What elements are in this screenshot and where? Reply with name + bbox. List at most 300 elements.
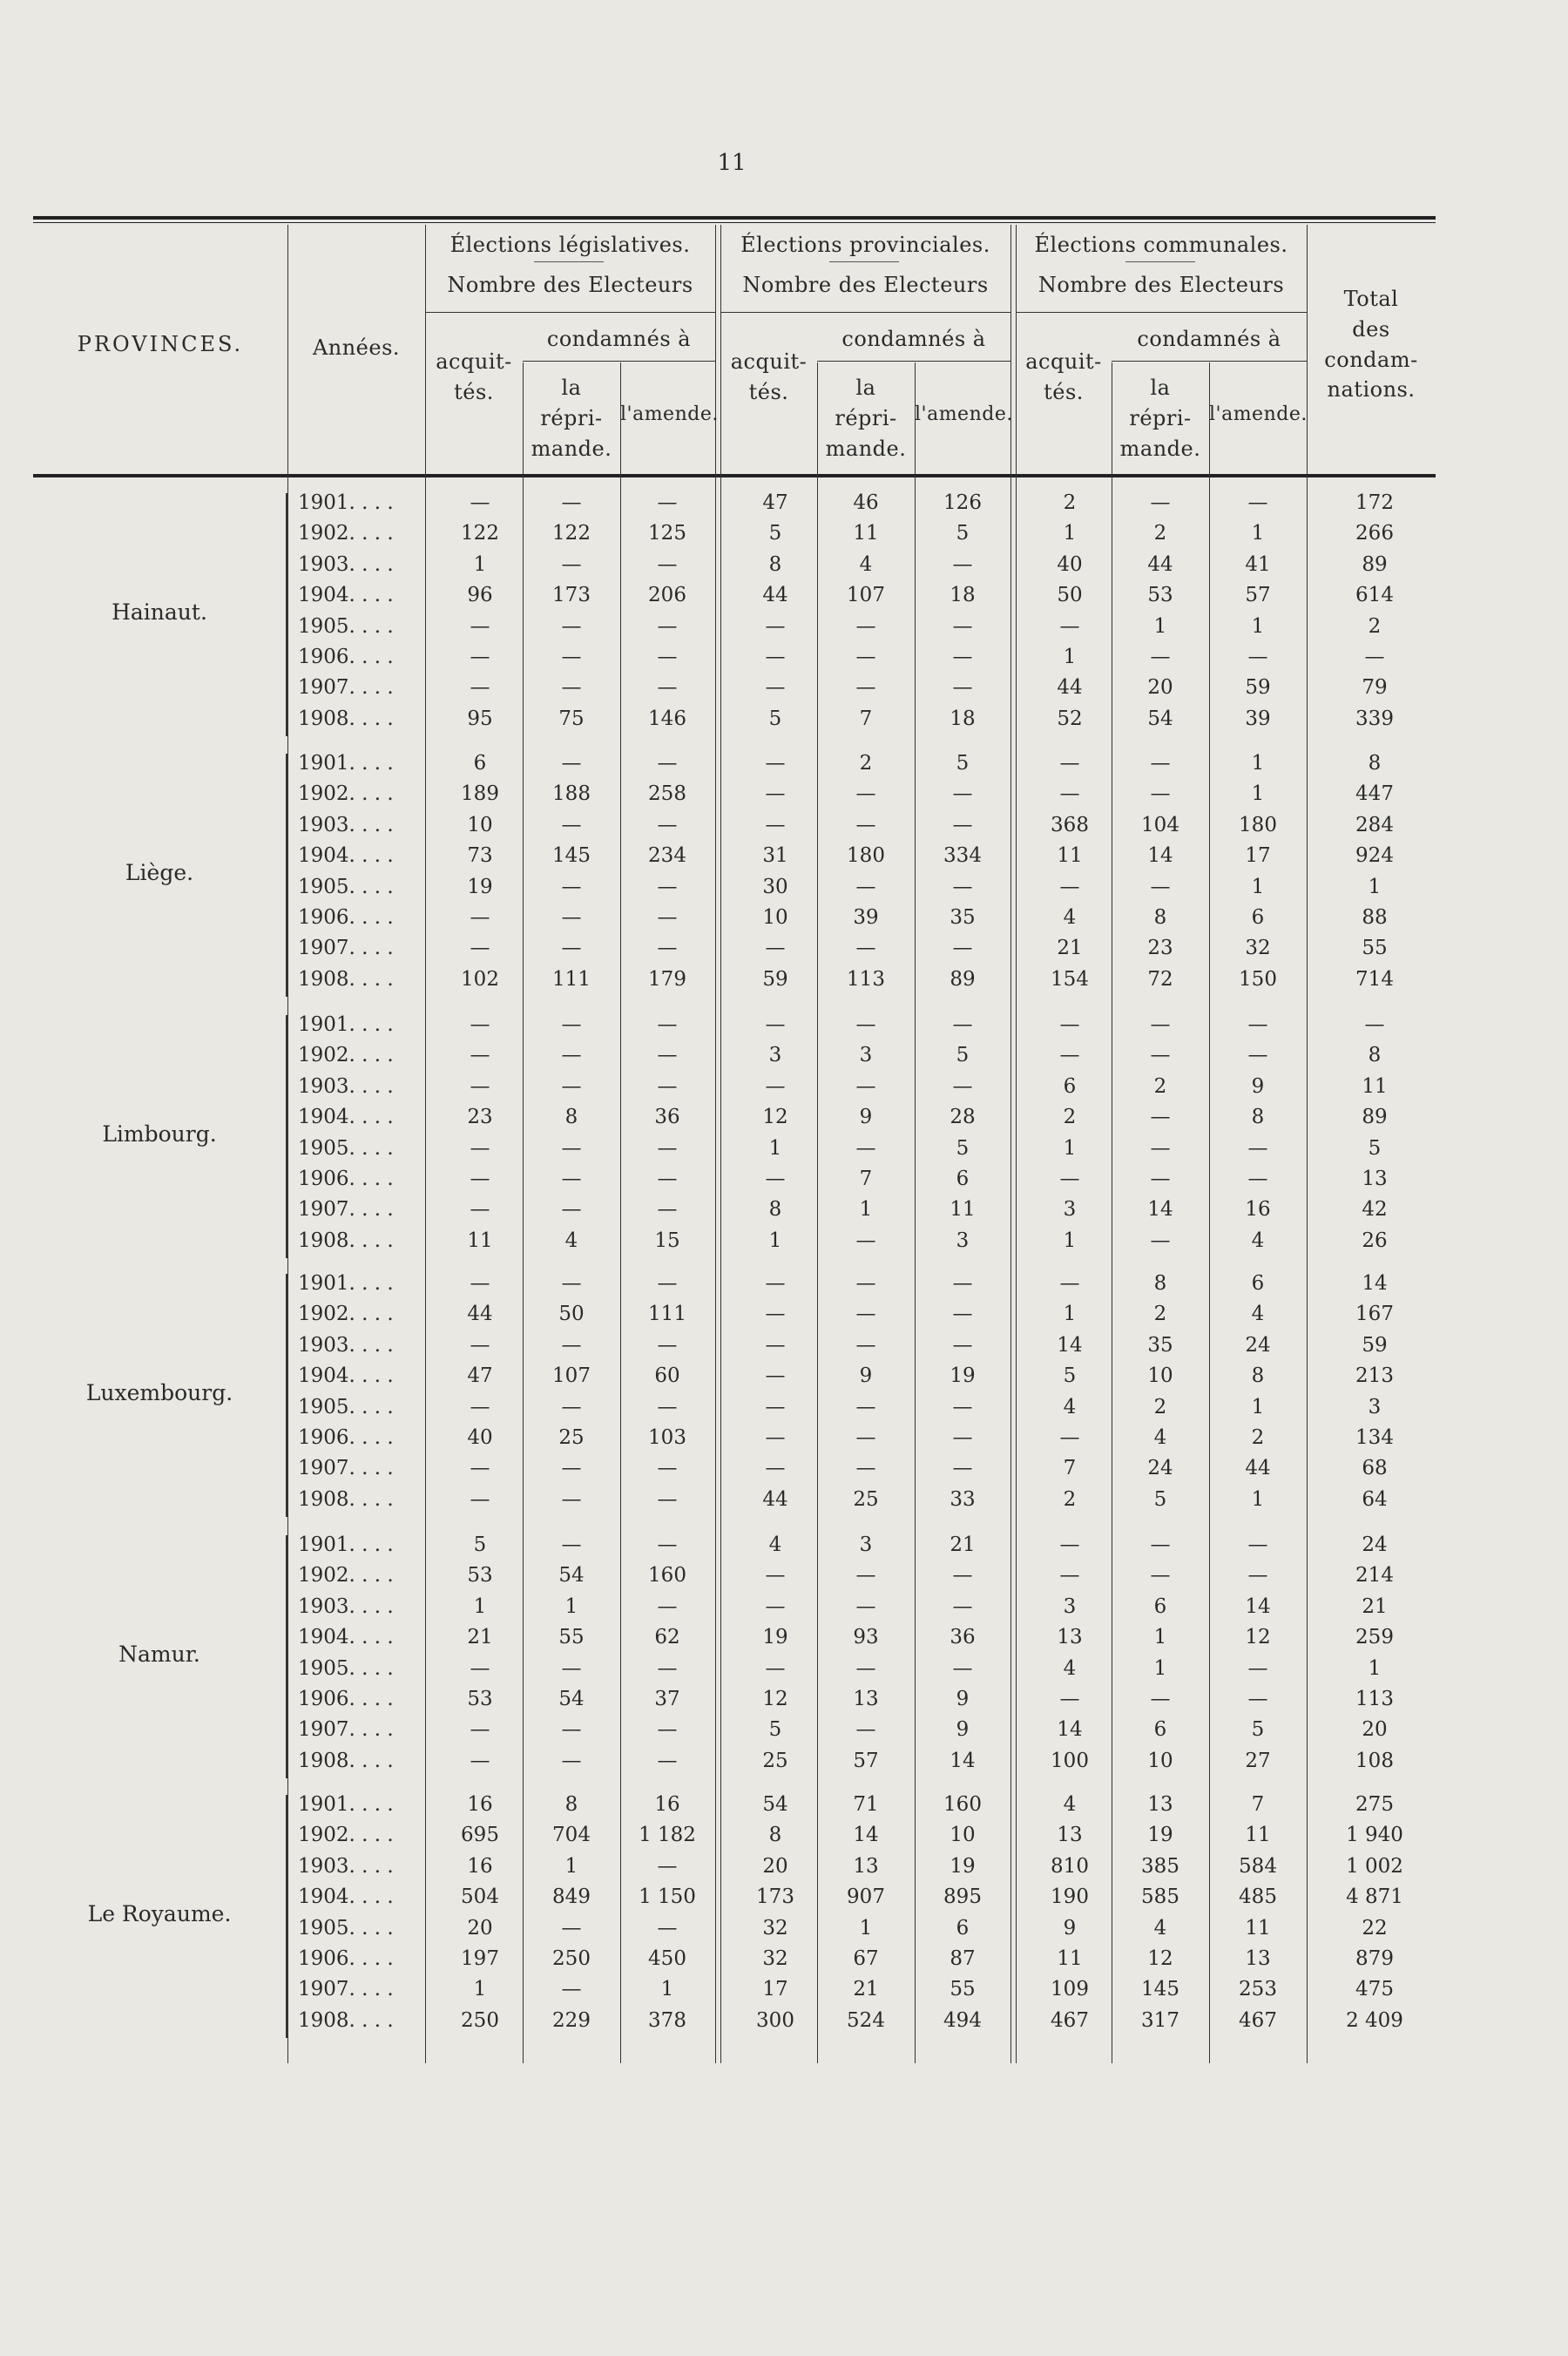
table-cell: 146 bbox=[648, 707, 686, 730]
table-cell: 5 bbox=[956, 1044, 970, 1067]
table-cell: 1 bbox=[1063, 1136, 1077, 1160]
table-cell: 13 bbox=[1362, 1168, 1388, 1190]
table-cell: 89 bbox=[1362, 552, 1388, 576]
table-cell: — bbox=[1150, 875, 1171, 898]
table-cell: — bbox=[1059, 1564, 1080, 1588]
table-cell: 7 bbox=[859, 1168, 873, 1190]
table-cell: 3 bbox=[768, 1044, 782, 1067]
table-cell: 266 bbox=[1355, 522, 1394, 545]
table-cell: 20 bbox=[467, 1916, 493, 1940]
table-cell: — bbox=[855, 676, 876, 700]
table-cell: — bbox=[765, 752, 786, 775]
table-cell: 19 bbox=[762, 1626, 788, 1649]
table-cell: 907 bbox=[847, 1885, 885, 1909]
table-cell: — bbox=[952, 1013, 973, 1036]
table-cell: 37 bbox=[654, 1688, 680, 1710]
table-cell: 2 bbox=[1063, 1106, 1077, 1129]
table-cell: 339 bbox=[1355, 707, 1394, 730]
table-cell: 3 bbox=[1063, 1198, 1077, 1222]
table-cell: 14 bbox=[1057, 1333, 1083, 1357]
table-cell: 494 bbox=[943, 2008, 982, 2032]
table-cell: 154 bbox=[1051, 967, 1089, 991]
table-cell: 71 bbox=[853, 1793, 879, 1816]
table-cell: — bbox=[952, 1594, 973, 1618]
table-cell: 89 bbox=[950, 967, 976, 991]
header-condamnes: condamnés à bbox=[546, 327, 692, 351]
table-cell: — bbox=[657, 1487, 678, 1511]
table-cell: 18 bbox=[950, 584, 976, 607]
group-rule bbox=[1016, 312, 1307, 313]
table-cell: 1 940 bbox=[1346, 1824, 1403, 1847]
table-cell: 4 bbox=[1251, 1303, 1265, 1326]
table-cell: 1 bbox=[1251, 522, 1265, 545]
table-cell: 11 bbox=[1362, 1074, 1388, 1098]
table-cell: — bbox=[657, 1074, 678, 1098]
header-condamnes: condamnés à bbox=[1137, 327, 1281, 351]
table-cell: 189 bbox=[461, 782, 499, 806]
table-cell: — bbox=[952, 1564, 973, 1588]
table-cell: — bbox=[765, 1333, 786, 1357]
table-cell: 11 bbox=[1057, 1947, 1083, 1970]
table-cell: 275 bbox=[1355, 1793, 1394, 1816]
table-cell: — bbox=[855, 782, 876, 806]
table-cell: — bbox=[657, 1749, 678, 1772]
province-name: Le Royaume. bbox=[87, 1900, 232, 1926]
header-acquittes-line: acquit- bbox=[730, 349, 808, 374]
table-cell: — bbox=[1247, 1136, 1268, 1160]
statistics-table bbox=[33, 216, 1436, 2063]
table-cell: 179 bbox=[648, 967, 686, 991]
table-cell: 8 bbox=[564, 1793, 578, 1816]
year-label: 1905. . . . bbox=[298, 1916, 394, 1940]
table-cell: 113 bbox=[1355, 1688, 1394, 1710]
table-cell: — bbox=[561, 1457, 582, 1480]
table-cell: — bbox=[470, 937, 490, 960]
table-cell: 1 bbox=[768, 1229, 782, 1252]
table-cell: 1 bbox=[1063, 646, 1077, 668]
header-acquittes-line: tés. bbox=[454, 379, 494, 404]
table-cell: — bbox=[657, 491, 678, 514]
table-cell: 1 bbox=[1251, 614, 1265, 638]
table-cell: — bbox=[952, 1272, 973, 1295]
table-cell: — bbox=[561, 1395, 582, 1418]
table-cell: — bbox=[855, 1229, 876, 1252]
table-cell: — bbox=[1150, 1533, 1171, 1556]
table-cell: — bbox=[952, 1457, 973, 1480]
table-cell: 173 bbox=[756, 1885, 794, 1909]
table-cell: 14 bbox=[1147, 1198, 1173, 1222]
header-reprimande-line: répri- bbox=[1129, 405, 1192, 430]
table-cell: 2 bbox=[859, 752, 873, 775]
table-cell: 21 bbox=[1057, 937, 1083, 960]
table-cell: 9 bbox=[1251, 1074, 1265, 1098]
table-cell: 57 bbox=[1245, 584, 1271, 607]
table-cell: 253 bbox=[1239, 1978, 1277, 2001]
table-cell: 234 bbox=[648, 844, 686, 868]
table-cell: — bbox=[561, 646, 582, 668]
table-cell: 16 bbox=[654, 1793, 680, 1816]
table-cell: 32 bbox=[762, 1916, 788, 1940]
table-cell: 125 bbox=[648, 522, 686, 545]
top-rule-thin bbox=[33, 222, 1436, 223]
table-cell: 17 bbox=[1245, 844, 1271, 868]
year-label: 1901. . . . bbox=[298, 752, 394, 775]
header-communales-sub: Nombre des Electeurs bbox=[1037, 273, 1285, 297]
table-cell: 109 bbox=[1051, 1978, 1089, 2001]
header-reprimande-line: mande. bbox=[531, 436, 612, 461]
table-cell: 60 bbox=[654, 1364, 680, 1388]
year-label: 1905. . . . bbox=[298, 875, 394, 898]
table-cell: 584 bbox=[1239, 1854, 1277, 1878]
table-cell: 704 bbox=[552, 1824, 591, 1847]
table-cell: — bbox=[1247, 1533, 1268, 1556]
table-cell: 1 bbox=[1063, 1229, 1077, 1252]
table-cell: 197 bbox=[461, 1947, 499, 1970]
table-cell: — bbox=[657, 1395, 678, 1418]
table-cell: — bbox=[765, 1426, 786, 1449]
header-reprimande-line: la bbox=[855, 376, 876, 400]
header-acquittes bbox=[720, 347, 817, 408]
table-cell: 111 bbox=[552, 967, 591, 991]
table-cell: 1 002 bbox=[1346, 1854, 1403, 1878]
table-cell: 27 bbox=[1245, 1749, 1271, 1772]
table-cell: — bbox=[1150, 1136, 1171, 1160]
table-cell: 250 bbox=[552, 1947, 591, 1970]
table-cell: — bbox=[952, 875, 973, 898]
table-cell: 810 bbox=[1051, 1854, 1089, 1878]
table-cell: 68 bbox=[1362, 1457, 1388, 1480]
table-cell: — bbox=[765, 1564, 786, 1588]
province-name: Namur. bbox=[118, 1641, 200, 1667]
table-cell: — bbox=[1059, 614, 1080, 638]
table-cell: — bbox=[561, 1168, 582, 1190]
table-cell: — bbox=[470, 491, 490, 514]
table-cell: 59 bbox=[1245, 676, 1271, 700]
year-label: 1902. . . . bbox=[298, 522, 394, 545]
year-label: 1906. . . . bbox=[298, 1947, 394, 1970]
table-cell: 284 bbox=[1355, 813, 1394, 836]
table-cell: 89 bbox=[1362, 1106, 1388, 1129]
table-cell: 714 bbox=[1355, 967, 1394, 991]
table-cell: 6 bbox=[473, 752, 487, 775]
table-cell: — bbox=[1059, 782, 1080, 806]
header-reprimande-line: mande. bbox=[825, 436, 907, 461]
table-cell: 14 bbox=[853, 1824, 879, 1847]
table-cell: — bbox=[952, 614, 973, 638]
title-underline bbox=[829, 261, 899, 262]
table-cell: 16 bbox=[1245, 1198, 1271, 1222]
table-cell: — bbox=[561, 752, 582, 775]
table-cell: 13 bbox=[853, 1688, 879, 1710]
page-number: 11 bbox=[717, 150, 747, 176]
table-cell: — bbox=[657, 1854, 678, 1878]
table-cell: 3 bbox=[956, 1229, 970, 1252]
table-cell: 6 bbox=[1251, 1272, 1265, 1295]
table-cell: — bbox=[657, 1656, 678, 1680]
table-cell: — bbox=[657, 1168, 678, 1190]
table-cell: — bbox=[470, 1198, 490, 1222]
table-cell: 250 bbox=[461, 2008, 499, 2032]
table-cell: — bbox=[657, 1044, 678, 1067]
province-name: Hainaut. bbox=[112, 599, 207, 625]
table-cell: — bbox=[855, 1303, 876, 1326]
table-cell: 2 409 bbox=[1346, 2008, 1403, 2032]
table-cell: 467 bbox=[1239, 2008, 1277, 2032]
header-total bbox=[1307, 284, 1436, 405]
table-cell: 54 bbox=[762, 1793, 788, 1816]
table-cell: 1 bbox=[1251, 1487, 1265, 1511]
table-cell: 13 bbox=[1245, 1947, 1271, 1970]
table-cell: 87 bbox=[950, 1947, 976, 1970]
header-bottom-rule bbox=[33, 474, 1436, 477]
table-cell: 13 bbox=[1057, 1824, 1083, 1847]
province-name: Liège. bbox=[125, 859, 194, 885]
table-cell: 1 bbox=[1368, 1656, 1382, 1680]
table-cell: 378 bbox=[648, 2008, 686, 2032]
table-cell: 54 bbox=[558, 1564, 585, 1588]
header-total-line: condam- bbox=[1324, 347, 1418, 372]
table-cell: — bbox=[657, 676, 678, 700]
table-cell: — bbox=[1150, 1688, 1171, 1710]
table-cell: — bbox=[470, 1395, 490, 1418]
table-cell: 107 bbox=[552, 1364, 591, 1388]
table-cell: — bbox=[561, 552, 582, 576]
table-cell: — bbox=[470, 614, 490, 638]
table-cell: 188 bbox=[552, 782, 591, 806]
table-cell: 73 bbox=[467, 844, 493, 868]
table-cell: 879 bbox=[1355, 1947, 1394, 1970]
table-cell: — bbox=[855, 1013, 876, 1036]
table-cell: 95 bbox=[467, 707, 493, 730]
table-cell: 8 bbox=[768, 1824, 782, 1847]
table-cell: — bbox=[1059, 1688, 1080, 1710]
table-cell: 75 bbox=[558, 707, 585, 730]
year-label: 1905. . . . bbox=[298, 1395, 394, 1418]
table-cell: 1 bbox=[1251, 782, 1265, 806]
table-cell: 19 bbox=[950, 1364, 976, 1388]
table-cell: 5 bbox=[768, 522, 782, 545]
table-cell: 96 bbox=[467, 584, 493, 607]
table-cell: 10 bbox=[950, 1824, 976, 1847]
table-cell: 4 bbox=[1251, 1229, 1265, 1252]
table-cell: 12 bbox=[1245, 1626, 1271, 1649]
table-cell: 113 bbox=[847, 967, 885, 991]
year-label: 1906. . . . bbox=[298, 1688, 394, 1710]
table-cell: 8 bbox=[1251, 1106, 1265, 1129]
header-acquittes-line: acquit- bbox=[436, 349, 512, 374]
table-cell: 5 bbox=[1368, 1136, 1382, 1160]
table-cell: 849 bbox=[552, 1885, 591, 1909]
table-cell: 504 bbox=[461, 1885, 499, 1909]
group-rule bbox=[425, 312, 715, 313]
table-cell: — bbox=[470, 1044, 490, 1067]
table-cell: 1 bbox=[1063, 1303, 1077, 1326]
table-cell: 44 bbox=[1147, 552, 1173, 576]
table-cell: — bbox=[561, 1333, 582, 1357]
table-cell: — bbox=[470, 1168, 490, 1190]
table-cell: — bbox=[765, 676, 786, 700]
table-cell: 5 bbox=[768, 1718, 782, 1742]
table-cell: 1 bbox=[859, 1198, 873, 1222]
top-rule bbox=[33, 216, 1436, 220]
table-cell: 5 bbox=[956, 1136, 970, 1160]
table-cell: 24 bbox=[1147, 1457, 1173, 1480]
condamnes-rule bbox=[817, 361, 1010, 362]
table-cell: 3 bbox=[859, 1533, 873, 1556]
table-cell: 8 bbox=[564, 1106, 578, 1129]
table-cell: 40 bbox=[1057, 552, 1083, 576]
table-cell: 16 bbox=[467, 1793, 493, 1816]
table-cell: 11 bbox=[1245, 1824, 1271, 1847]
table-cell: 53 bbox=[467, 1688, 493, 1710]
column-divider bbox=[915, 362, 916, 2063]
year-label: 1904. . . . bbox=[298, 1885, 394, 1909]
table-cell: — bbox=[561, 1136, 582, 1160]
table-cell: 6 bbox=[1153, 1594, 1167, 1618]
table-cell: 6 bbox=[1153, 1718, 1167, 1742]
province-brace bbox=[286, 1795, 287, 2038]
table-cell: — bbox=[657, 813, 678, 836]
table-cell: 5 bbox=[473, 1533, 487, 1556]
table-cell: 895 bbox=[943, 1885, 982, 1909]
table-cell: — bbox=[561, 937, 582, 960]
table-cell: — bbox=[855, 1656, 876, 1680]
table-cell: — bbox=[470, 1136, 490, 1160]
table-cell: 111 bbox=[648, 1303, 686, 1326]
year-label: 1904. . . . bbox=[298, 1106, 394, 1129]
header-total-line: nations. bbox=[1327, 377, 1416, 403]
table-cell: 104 bbox=[1141, 813, 1179, 836]
table-cell: 10 bbox=[1147, 1749, 1173, 1772]
table-cell: 614 bbox=[1355, 584, 1394, 607]
condamnes-rule bbox=[523, 361, 715, 362]
table-cell: 1 bbox=[660, 1978, 674, 2001]
table-cell: 42 bbox=[1362, 1198, 1388, 1222]
table-cell: 145 bbox=[552, 844, 591, 868]
table-cell: — bbox=[470, 906, 490, 929]
table-cell: — bbox=[561, 1749, 582, 1772]
table-cell: 41 bbox=[1245, 552, 1271, 576]
table-cell: 47 bbox=[762, 491, 788, 514]
table-cell: 126 bbox=[943, 491, 982, 514]
year-label: 1904. . . . bbox=[298, 1626, 394, 1649]
header-total-line: Total bbox=[1343, 287, 1399, 311]
table-cell: 145 bbox=[1141, 1978, 1179, 2001]
table-cell: 11 bbox=[853, 522, 879, 545]
table-cell: 1 bbox=[1063, 522, 1077, 545]
table-cell: 7 bbox=[859, 707, 873, 730]
header-reprimande-line: mande. bbox=[1119, 436, 1201, 461]
table-cell: 12 bbox=[1147, 1947, 1173, 1970]
table-cell: 8 bbox=[1368, 1044, 1382, 1067]
table-cell: — bbox=[561, 1198, 582, 1222]
table-cell: — bbox=[855, 1272, 876, 1295]
table-cell: 25 bbox=[853, 1487, 879, 1511]
table-cell: — bbox=[765, 1013, 786, 1036]
table-cell: — bbox=[470, 1333, 490, 1357]
table-cell: — bbox=[855, 614, 876, 638]
table-cell: — bbox=[561, 1013, 582, 1036]
table-cell: 40 bbox=[467, 1426, 493, 1449]
table-cell: — bbox=[1247, 1656, 1268, 1680]
table-cell: 122 bbox=[552, 522, 591, 545]
table-cell: — bbox=[561, 676, 582, 700]
table-cell: — bbox=[855, 646, 876, 668]
header-provinces: PROVINCES. bbox=[77, 332, 244, 356]
table-cell: — bbox=[1150, 491, 1171, 514]
header-condamnes: condamnés à bbox=[841, 327, 986, 351]
table-cell: 4 bbox=[1063, 906, 1077, 929]
year-label: 1906. . . . bbox=[298, 1168, 394, 1190]
header-reprimande-line: la bbox=[561, 376, 582, 400]
table-cell: 150 bbox=[1239, 967, 1277, 991]
table-cell: 53 bbox=[467, 1564, 493, 1588]
year-label: 1903. . . . bbox=[298, 1333, 394, 1357]
table-cell: 11 bbox=[1057, 844, 1083, 868]
table-cell: 300 bbox=[756, 2008, 794, 2032]
table-cell: 44 bbox=[1057, 676, 1083, 700]
table-cell: 8 bbox=[1368, 752, 1382, 775]
table-cell: 52 bbox=[1057, 707, 1083, 730]
table-cell: 206 bbox=[648, 584, 686, 607]
table-cell: 47 bbox=[467, 1364, 493, 1388]
table-cell: 31 bbox=[762, 844, 788, 868]
column-divider bbox=[287, 225, 288, 2063]
header-amende: l'amende. bbox=[915, 403, 1013, 425]
table-cell: — bbox=[952, 552, 973, 576]
year-label: 1907. . . . bbox=[298, 1718, 394, 1742]
table-cell: 57 bbox=[853, 1749, 879, 1772]
table-cell: — bbox=[765, 813, 786, 836]
table-cell: 19 bbox=[467, 875, 493, 898]
table-cell: 259 bbox=[1355, 1626, 1394, 1649]
table-cell: 6 bbox=[1063, 1074, 1077, 1098]
table-cell: 103 bbox=[648, 1426, 686, 1449]
table-cell: 107 bbox=[847, 584, 885, 607]
table-cell: — bbox=[1364, 646, 1385, 668]
condamnes-rule bbox=[1112, 361, 1307, 362]
table-cell: — bbox=[952, 1303, 973, 1326]
table-cell: 11 bbox=[467, 1229, 493, 1252]
table-cell: — bbox=[561, 1074, 582, 1098]
table-cell: — bbox=[657, 1533, 678, 1556]
header-amende: l'amende. bbox=[620, 403, 719, 425]
table-cell: 14 bbox=[950, 1749, 976, 1772]
table-cell: — bbox=[657, 614, 678, 638]
table-cell: 17 bbox=[762, 1978, 788, 2001]
table-cell: 3 bbox=[859, 1044, 873, 1067]
table-cell: 59 bbox=[762, 967, 788, 991]
table-cell: 55 bbox=[1362, 937, 1388, 960]
table-cell: 4 bbox=[564, 1229, 578, 1252]
table-cell: 36 bbox=[950, 1626, 976, 1649]
table-cell: 8 bbox=[1153, 906, 1167, 929]
table-cell: — bbox=[1150, 1106, 1171, 1129]
table-cell: — bbox=[855, 1395, 876, 1418]
header-acquittes-line: tés. bbox=[748, 379, 789, 404]
table-cell: — bbox=[657, 752, 678, 775]
table-cell: — bbox=[1059, 1426, 1080, 1449]
table-cell: 695 bbox=[461, 1824, 499, 1847]
year-label: 1907. . . . bbox=[298, 676, 394, 700]
table-cell: — bbox=[765, 1594, 786, 1618]
table-cell: 21 bbox=[853, 1978, 879, 2001]
table-cell: — bbox=[952, 1333, 973, 1357]
province-name: Luxembourg. bbox=[85, 1379, 233, 1405]
header-reprimande bbox=[523, 373, 620, 464]
table-cell: 475 bbox=[1355, 1978, 1394, 2001]
year-label: 1907. . . . bbox=[298, 937, 394, 960]
